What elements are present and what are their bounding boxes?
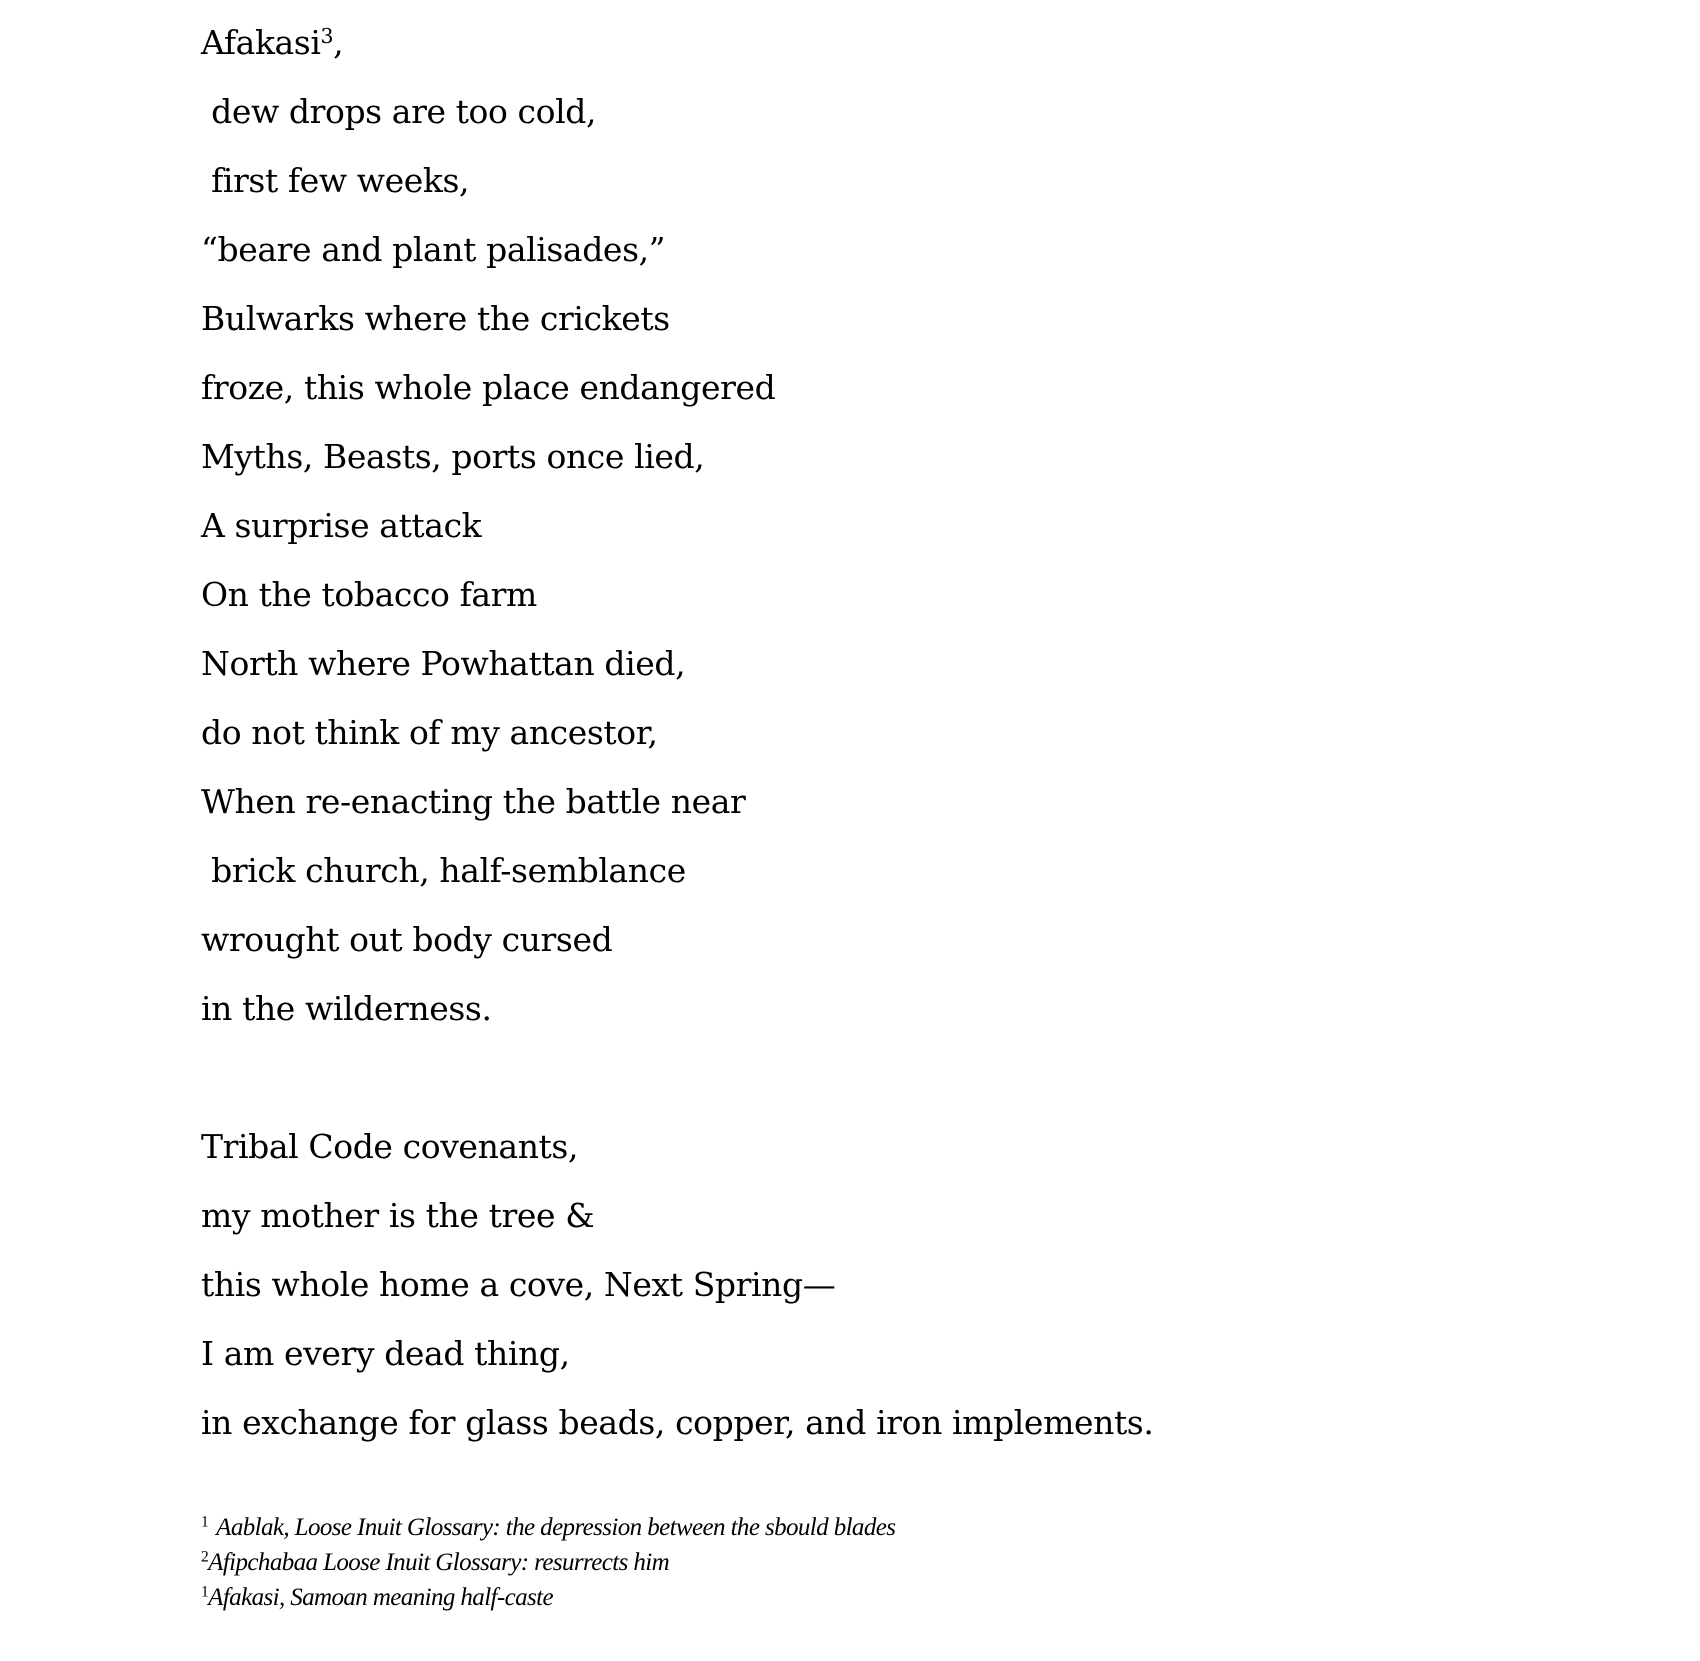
footnote bbox=[201, 1545, 895, 1580]
poem-line: A surprise attack bbox=[201, 506, 482, 545]
footnote bbox=[201, 1510, 895, 1545]
poem-line: in the wilderness. bbox=[201, 989, 492, 1028]
poem-line: my mother is the tree & bbox=[201, 1196, 595, 1235]
poem-line: “beare and plant palisades,” bbox=[201, 230, 666, 269]
poem-line: Tribal Code covenants, bbox=[201, 1127, 579, 1166]
poem-line: first few weeks, bbox=[201, 161, 470, 200]
footnote-text: Afakasi, Samoan meaning half-caste bbox=[208, 1584, 553, 1611]
poem-title-word: Afakasi bbox=[201, 23, 321, 62]
poem-line: dew drops are too cold, bbox=[201, 92, 597, 131]
footnote-marker: 1 bbox=[201, 1513, 209, 1531]
footnote-text: Afipchabaa Loose Inuit Glossary: resurrects him bbox=[208, 1549, 670, 1576]
poem-line: this whole home a cove, Next Spring— bbox=[201, 1265, 836, 1304]
poem-line: Bulwarks where the crickets bbox=[201, 299, 670, 338]
poem-line: brick church, half-semblance bbox=[201, 851, 686, 890]
poem-line: do not think of my ancestor, bbox=[201, 713, 658, 752]
poem-line: wrought out body cursed bbox=[201, 920, 613, 959]
poem-line: On the tobacco farm bbox=[201, 575, 537, 614]
poem-line: I am every dead thing, bbox=[201, 1334, 570, 1373]
poem-body bbox=[201, 20, 1153, 1469]
footnote-marker: 2 bbox=[201, 1548, 209, 1566]
poem-line: North where Powhattan died, bbox=[201, 644, 686, 683]
poem-line: When re-enacting the battle near bbox=[201, 782, 746, 821]
footnote bbox=[201, 1580, 895, 1615]
poem-line: froze, this whole place endangered bbox=[201, 368, 776, 407]
poem-line-title bbox=[201, 20, 1153, 89]
poem-title-punct: , bbox=[333, 23, 344, 62]
footnotes bbox=[201, 1510, 895, 1615]
poem-line: Myths, Beasts, ports once lied, bbox=[201, 437, 705, 476]
footnote-ref: 3 bbox=[320, 23, 334, 48]
footnote-text: Aablak, Loose Inuit Glossary: the depression between the sbould blades bbox=[216, 1514, 896, 1541]
stanza-break bbox=[201, 1055, 1153, 1124]
poem-line: in exchange for glass beads, copper, and iron implements. bbox=[201, 1403, 1154, 1442]
footnote-marker: 1 bbox=[201, 1583, 209, 1601]
